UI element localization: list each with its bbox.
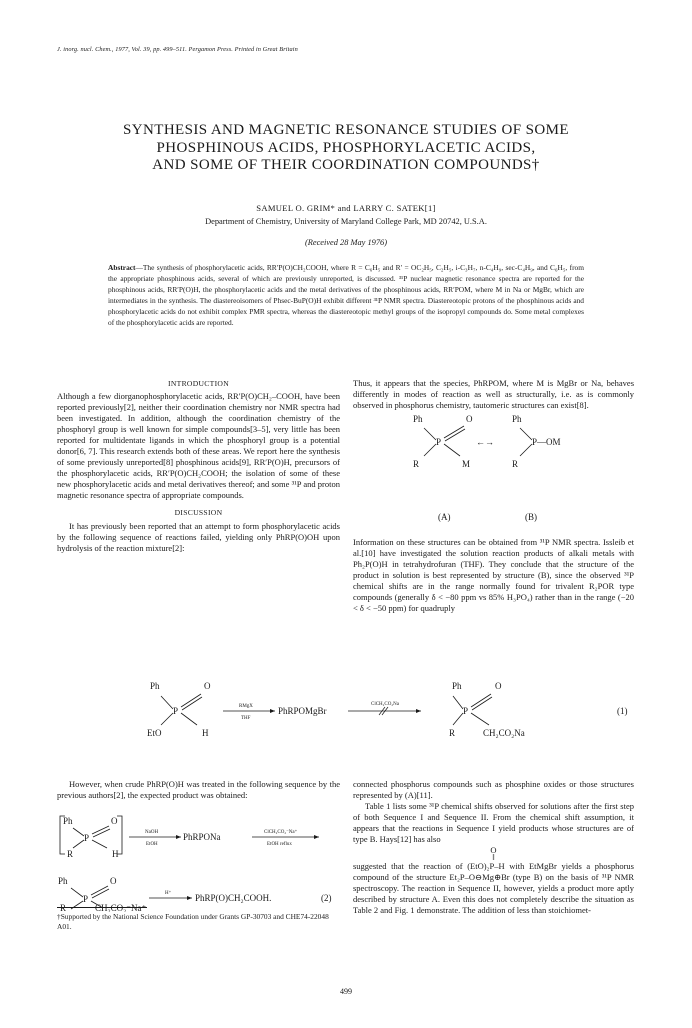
abstract-label: Abstract: [108, 263, 136, 272]
s1-eto: EtO: [147, 728, 162, 738]
s2-naoh-top: NaOH: [145, 830, 159, 835]
affiliation: Department of Chemistry, University of Maryland College Park, MD 20742, U.S.A.: [205, 217, 487, 226]
intro-heading: INTRODUCTION: [168, 379, 229, 388]
right-paragraph-3: connected phosphorus compounds such as phosphine oxides or those structures represented by (A)[11].: [353, 779, 634, 801]
s2-cl-top: ClCH₂CO₂⁻Na⁺: [264, 830, 298, 835]
right-paragraph-2: Information on these structures can be obtained from ³¹P NMR spectra. Issleib et al.[10] have investigated the solution reaction products of alkali metals with Ph₂P(O)H in tetrahydrofuran (THF). They conclude that the structure of the product in solution is best represented by structure (B), since the observed ³¹P chemical shifts are in the range normally found for trivalent R₂POR type compounds (generally δ < −80 ppm vs 85% H₃PO₄) rather than in the range (−20 < δ < −50 ppm) for quadruply: [353, 537, 634, 614]
s1-h: H: [202, 728, 209, 738]
left-paragraph-2: However, when crude PhRP(O)H was treated in the following sequence by the previous authors[2], the expected product was obtained:: [57, 779, 340, 801]
s1-ph: Ph: [150, 681, 160, 691]
s1-product2-bottom: CH₂CO₂Na: [483, 728, 525, 738]
left-column-top: [57, 378, 340, 554]
tautomer-label-a: (A): [438, 512, 451, 522]
abstract-text: —The synthesis of phosphorylacetic acids, RR′P(O)CH₂COOH, where R = C₆H₅ and R′ = OC₂H₅, C₂H₅, i-C₃H₇, n-C₄H₉, sec-C₄H₉, and C₆H₅, from the appropriate phosphinous acids, several of which are previously unreported, is discussed. ³¹P nuclear magnetic resonance spectra are reported for the phosphinous acids, RR′P(O)H, the phosphorylacetic acids and the metal derivatives of the phosphinous acids, RR′POM, where M in Na or MgBr, which are intermediates in the synthesis. The diastereoisomers of Phsec-BuP(O)H exhibit different ³¹P NMR spectra. Diastereotopic protons of the phosphinous acids and phosphorylacetic acids do not exhibit complex PMR spectra, whereas the diastereotopic methyl groups of the isopropyl compounds do. Some metal complexes of the phosphorylacetic acids are reported.: [108, 263, 584, 327]
right-oxo: O: [490, 845, 497, 856]
s2-hplus: H⁺: [165, 891, 172, 896]
intro-paragraph: Although a few diorganophosphorylacetic acids, RR′P(O)CH₂–COOH, have been reported previously[2], neither their coordination chemistry nor NMR spectra had been investigated. In addition, although the coordination chemistry of the phosphoryl group is well known for simple compounds[3–5], very little has been reported for multidentate ligands in which the phosphoryl group is a potential donor[6, 7]. This research extends both of these areas. We report here the synthesis of some previously unreported[8] phosphinous acids[9], RR′P(O)H, precursors of the phosphorylacetic acids, RR′P(O)CH₂COOH; the isolation of some of these new phosphorylacetic acids and metal derivatives thereof; and some ³¹P and proton magnetic resonance spectra of appropriate compounds.: [57, 391, 340, 501]
left-column-bottom: [57, 779, 340, 801]
journal-citation: J. inorg. nucl. Chem., 1977, Vol. 39, pp. 499–511. Pergamon Press. Printed in Great Britain: [57, 46, 298, 53]
tautomer-structures: [400, 410, 600, 525]
abstract: [108, 263, 584, 328]
s2-naoh-bottom: EtOH: [146, 842, 158, 847]
reaction-scheme-2: [57, 812, 347, 912]
tautomer-ph-b: Ph: [512, 414, 522, 424]
right-column-middle: [353, 537, 634, 614]
s2-h: H: [112, 849, 119, 859]
s1-reagent2-top: ClCH₂CO₂Na: [371, 702, 399, 707]
reaction-scheme-1: [57, 676, 637, 766]
s1-o: O: [204, 681, 211, 691]
s2-o: O: [111, 816, 118, 826]
s2-product: PhRPONa: [183, 832, 221, 842]
s2-p-2: P: [83, 894, 89, 904]
s2-ph-2: Ph: [58, 876, 68, 886]
tautomer-ph-a: Ph: [413, 414, 423, 424]
title-line-1: SYNTHESIS AND MAGNETIC RESONANCE STUDIES OF SOME: [123, 122, 569, 138]
s1-r: R: [449, 728, 456, 738]
right-column-bottom: [353, 779, 634, 917]
right-paragraph-4: Table 1 lists some ³¹P chemical shifts observed for solutions after the first step of both Sequence I and Sequence II. From the chemical shift assumption, it appears that the reactions in Sequence I yield products whose structures are of type B. Hays[12] has also: [353, 801, 634, 845]
s2-final: PhRP(O)CH₂COOH.: [195, 893, 272, 903]
page-number: 499: [340, 987, 352, 996]
s2-ch2co2na: CH₂CO₂⁻Na⁺: [95, 903, 147, 912]
tautomer-m-a: M: [462, 459, 471, 469]
title-line-2: PHOSPHINOUS ACIDS, PHOSPHORYLACETIC ACIDS,: [156, 139, 536, 156]
s2-o-2: O: [110, 876, 117, 886]
tautomer-p-a: P: [436, 437, 442, 447]
tautomer-r-a: R: [413, 459, 420, 469]
tautomer-r-b: R: [512, 459, 519, 469]
right-paragraph-5: suggested that the reaction of (EtO)₂P–H with EtMgBr yields a phosphorus compound of the structure Et₂P–O⊖Mg⊕Br (type B) on the basis of ³¹P NMR spectroscopy. The reaction in Sequence II, however, yields a product more aptly described by structure A. Even this does not completely describe the situation as Table 2 and Fig. 1 demonstrate. The addition of less than stoichiomet-: [353, 861, 634, 916]
s2-number: (2): [321, 893, 332, 903]
received-date: (Received 28 May 1976): [304, 238, 388, 247]
s2-cl-bottom: EtOH reflux: [267, 842, 292, 847]
s1-reagent-bottom: THF: [241, 716, 251, 721]
s2-r: R: [67, 849, 74, 859]
right-oxo-group: [353, 845, 634, 861]
right-paragraph-1: Thus, it appears that the species, PhRPOM, where M is MgBr or Na, behaves differently in modes of reaction as well as structurally, i.e. as is commonly observed in phosphorus chemistry, tautomeric structures can exist[8].: [353, 378, 634, 411]
authors: SAMUEL O. GRIM* and LARRY C. SATEK[1]: [256, 203, 436, 213]
discussion-paragraph: It has previously been reported that an attempt to form phosphorylacetic acids by the following sequence of reactions failed, yielding only PhRP(O)OH upon hydrolysis of the reaction mixture[2]:: [57, 520, 340, 553]
s1-ph-2: Ph: [452, 681, 462, 691]
tautomer-o-a: O: [466, 414, 473, 424]
tautomer-arrow: ←→: [476, 437, 494, 447]
s1-o-2: O: [495, 681, 502, 691]
s1-product: PhRPOMgBr: [278, 706, 327, 716]
title-line-3: AND SOME OF THEIR COORDINATION COMPOUNDS†: [152, 157, 540, 173]
s1-number: (1): [617, 706, 628, 716]
discussion-heading: DISCUSSION: [174, 507, 223, 517]
s2-p: P: [84, 833, 90, 843]
footnote-rule: [57, 907, 147, 908]
s1-p: P: [173, 706, 179, 716]
tautomer-label-b: (B): [525, 512, 537, 522]
s2-ph: Ph: [63, 816, 73, 826]
paper-title: [60, 122, 632, 175]
s2-r-2: R: [60, 903, 67, 912]
s1-p-2: P: [463, 706, 469, 716]
footnote: †Supported by the National Science Foundation under Grants GP-30703 and CHE74-22048 A01.: [57, 912, 329, 932]
tautomer-pom: P—OM: [532, 437, 561, 447]
right-column-top: [353, 378, 634, 411]
s1-reagent-top: RMgX: [239, 704, 253, 709]
right-oxo-bond: ‖: [492, 853, 495, 863]
